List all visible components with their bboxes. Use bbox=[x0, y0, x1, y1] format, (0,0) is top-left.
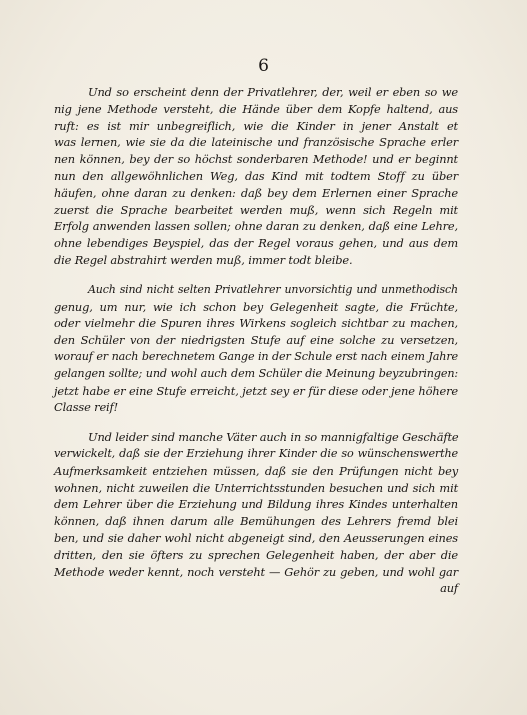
text-line: jetzt habe er eine Stufe erreicht, jetzt sey er für diese oder jene höhere bbox=[54, 383, 458, 398]
paragraph-gap bbox=[54, 269, 458, 282]
text-line: Erfolg anwenden lassen sollen; ohne daran zu denken, daß eine Lehre, bbox=[54, 219, 458, 234]
text-line: Auch sind nicht selten Privatlehrer unvorsichtig und unmethodisch bbox=[88, 282, 458, 296]
text-line: Methode weder kennt, noch versteht — Gehör zu geben, und wohl gar bbox=[54, 564, 458, 579]
text-line: können, daß ihnen darum alle Bemühungen des Lehrers fremd blei bbox=[54, 514, 458, 529]
text-line: Aufmerksamkeit entziehen müssen, daß sie den Prüfungen nicht bey bbox=[54, 463, 458, 478]
text-line: oder vielmehr die Spuren ihres Wirkens sogleich sichtbar zu machen, bbox=[54, 316, 458, 331]
text-line: häufen, ohne daran zu denken: daß bey dem Erlernen einer Sprache bbox=[54, 185, 458, 200]
text-line: gelangen sollte; und wohl auch dem Schüler die Meinung beyzubringen: bbox=[54, 366, 458, 380]
text-line: nun den allgewöhnlichen Weg, das Kind mit todtem Stoff zu über bbox=[54, 168, 458, 183]
body-text bbox=[54, 84, 458, 597]
text-line: zuerst die Sprache bearbeitet werden muß, wenn sich Regeln mit bbox=[54, 202, 458, 217]
page-number: 6 bbox=[258, 56, 269, 76]
text-line: worauf er nach berechnetem Gange in der Schule erst nach einem Jahre bbox=[54, 349, 458, 363]
text-line: ohne lebendiges Beyspiel, das der Regel voraus gehen, und aus dem bbox=[54, 236, 458, 251]
text-line: genug, um nur, wie ich schon bey Gelegenheit sagte, die Früchte, bbox=[54, 299, 458, 314]
text-line: dem Lehrer über die Erziehung und Bildung ihres Kindes unterhalten bbox=[54, 497, 458, 512]
text-line: ben, und sie daher wohl nicht abgeneigt sind, den Aeusserungen eines bbox=[54, 530, 458, 545]
text-line: die Regel abstrahirt werden muß, immer todt bleibe. bbox=[54, 252, 353, 267]
text-line: wohnen, nicht zuweilen die Unterrichtsstunden besuchen und sich mit bbox=[54, 480, 458, 495]
text-line: verwickelt, daß sie der Erziehung ihrer Kinder die so wünschenswerthe bbox=[54, 446, 458, 460]
text-line: Classe reif! bbox=[54, 400, 119, 415]
text-line: Und so erscheint denn der Privatlehrer, der, weil er eben so we bbox=[88, 85, 458, 99]
text-line: dritten, den sie öfters zu sprechen Gelegenheit haben, der aber die bbox=[54, 547, 458, 562]
paragraph-gap bbox=[54, 416, 458, 429]
text-line: was lernen, wie sie da die lateinische und französische Sprache erler bbox=[54, 135, 458, 150]
text-line: Und leider sind manche Väter auch in so mannigfaltige Geschäfte bbox=[88, 430, 459, 445]
text-line: nig jene Methode versteht, die Hände über dem Kopfe haltend, aus bbox=[54, 101, 458, 116]
text-line: nen können, bey der so höchst sonderbaren Methode! und er beginnt bbox=[54, 152, 458, 167]
catchword: auf bbox=[440, 581, 458, 596]
text-line: den Schüler von der niedrigsten Stufe auf eine solche zu versetzen, bbox=[54, 333, 458, 348]
text-line: ruft: es ist mir unbegreiflich, wie die Kinder in jener Anstalt et bbox=[54, 118, 458, 133]
